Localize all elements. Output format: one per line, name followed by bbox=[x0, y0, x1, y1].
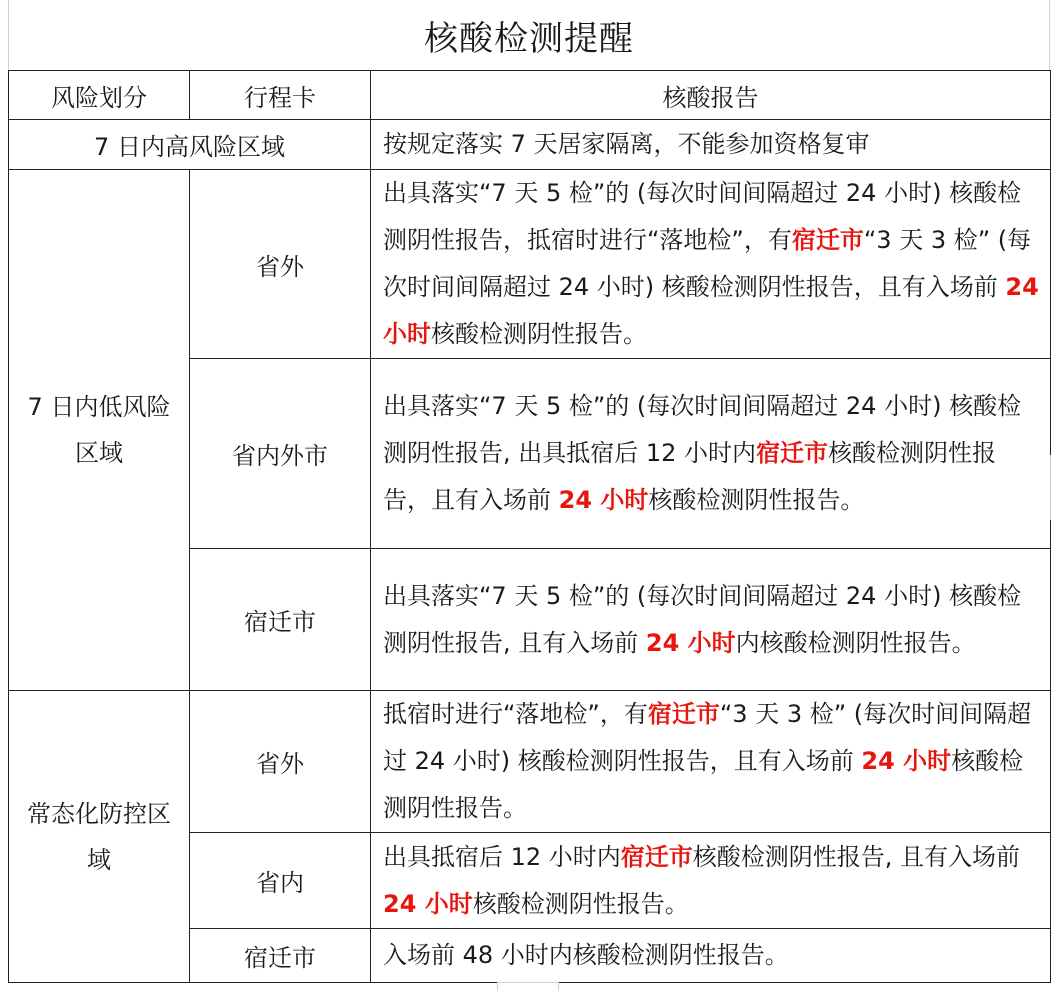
table-row bbox=[9, 170, 1051, 359]
report-high: 按规定落实 7 天居家隔离，不能参加资格复审 bbox=[371, 120, 1051, 170]
table-row bbox=[9, 691, 1051, 833]
report-cell: 抵宿时进行“落地检”，有宿迁市“3 天 3 检” (每次时间间隔超过 24 小时) 核酸检测阴性报告，且有入场前 24 小时核酸检测阴性报告。 bbox=[371, 691, 1051, 833]
report-cell: 入场前 48 小时内核酸检测阴性报告。 bbox=[371, 929, 1051, 983]
city-highlight: 宿迁市 bbox=[791, 226, 864, 254]
city-highlight: 宿迁市 bbox=[647, 700, 720, 728]
hours-highlight: 24 小时 bbox=[383, 273, 1039, 348]
window-edge-line bbox=[1050, 455, 1057, 520]
hours-highlight: 24 小时 bbox=[861, 747, 952, 775]
city-highlight: 宿迁市 bbox=[620, 842, 693, 871]
header-row bbox=[9, 71, 1051, 120]
trip-cell: 宿迁市 bbox=[190, 549, 371, 691]
risk-normal: 常态化防控区域 bbox=[9, 691, 190, 983]
trip-cell: 省内外市 bbox=[190, 359, 371, 549]
trip-cell: 省外 bbox=[190, 170, 371, 359]
report-cell: 出具落实“7 天 5 检”的 (每次时间间隔超过 24 小时) 核酸检测阴性报告, 且有入场前 24 小时内核酸检测阴性报告。 bbox=[371, 549, 1051, 691]
trip-cell: 省内 bbox=[190, 833, 371, 929]
hours-highlight: 24 小时 bbox=[558, 486, 649, 514]
report-cell: 出具落实“7 天 5 检”的 (每次时间间隔超过 24 小时) 核酸检测阴性报告, 出具抵宿后 12 小时内宿迁市核酸检测阴性报告，且有入场前 24 小时核酸检测阴性报告。 bbox=[371, 359, 1051, 549]
hours-highlight: 24 小时 bbox=[383, 889, 473, 918]
header-risk: 风险划分 bbox=[9, 71, 190, 120]
nucleic-test-table bbox=[8, 70, 1051, 983]
city-highlight: 宿迁市 bbox=[756, 439, 829, 467]
hours-highlight: 24 小时 bbox=[645, 628, 736, 657]
header-trip: 行程卡 bbox=[190, 71, 371, 120]
risk-high: 7 日内高风险区域 bbox=[9, 120, 371, 170]
header-report: 核酸报告 bbox=[371, 71, 1051, 120]
report-cell: 出具落实“7 天 5 检”的 (每次时间间隔超过 24 小时) 核酸检测阴性报告，抵宿时进行“落地检”，有宿迁市“3 天 3 检” (每次时间间隔超过 24 小时) 核酸检测阴性报告，且有入场前 24 小时核酸检测阴性报告。 bbox=[371, 170, 1051, 359]
table-row-high-risk bbox=[9, 120, 1051, 170]
trip-cell: 宿迁市 bbox=[190, 929, 371, 983]
risk-low: 7 日内低风险区域 bbox=[9, 170, 190, 691]
trip-cell: 省外 bbox=[190, 691, 371, 833]
page-title: 核酸检测提醒 bbox=[8, 0, 1050, 70]
report-cell: 出具抵宿后 12 小时内宿迁市核酸检测阴性报告, 且有入场前 24 小时核酸检测阴性报告。 bbox=[371, 833, 1051, 929]
